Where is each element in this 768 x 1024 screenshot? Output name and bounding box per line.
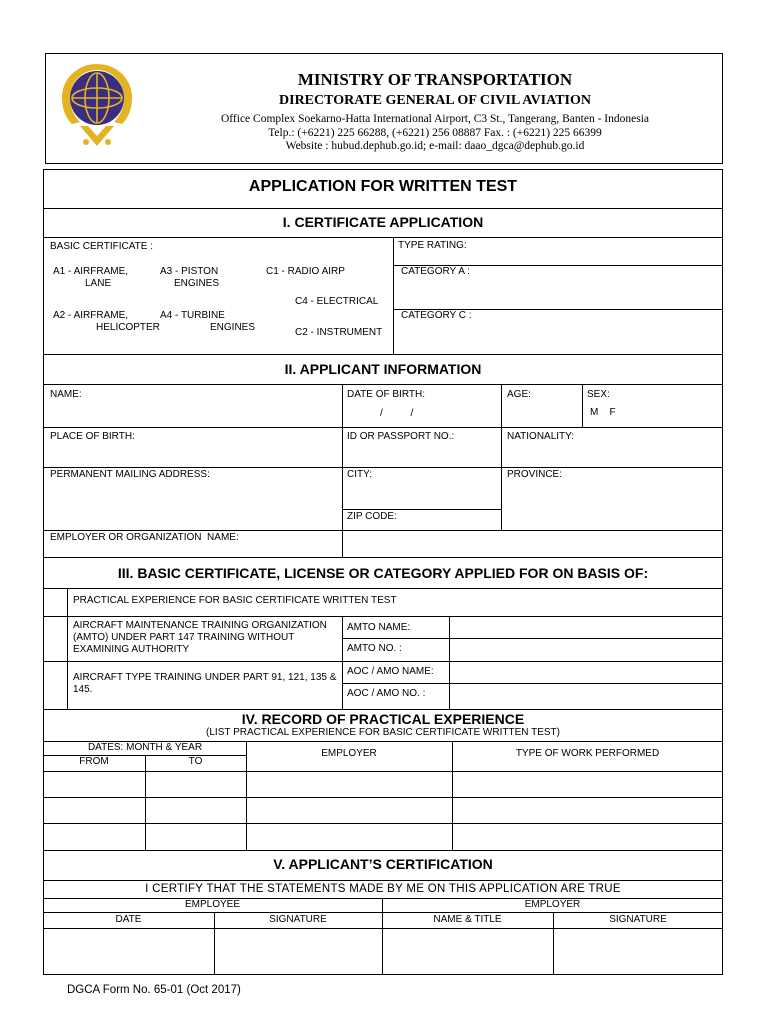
type-of-work-header: TYPE OF WORK PERFORMED xyxy=(515,748,660,759)
section4-subtitle: (LIST PRACTICAL EXPERIENCE FOR BASIC CERTIFICATE WRITTEN TEST) xyxy=(206,727,560,738)
checkbox-a3[interactable]: A3 - PISTON ENGINES xyxy=(160,266,220,289)
ministry-logo xyxy=(56,60,138,152)
section2-title: II. APPLICANT INFORMATION xyxy=(284,361,482,377)
amto-option: AIRCRAFT MAINTENANCE TRAINING ORGANIZATION (AMTO) UNDER PART 147 TRAINING WITHOUT EXAMINING AUTHORITY xyxy=(73,620,327,655)
aoc-name-field[interactable]: AOC / AMO NAME: xyxy=(347,666,434,677)
directorate-title: DIRECTORATE GENERAL OF CIVIL AVIATION xyxy=(279,93,591,108)
amto-checkbox[interactable] xyxy=(43,617,68,662)
sex-field[interactable]: SEX: xyxy=(587,389,610,400)
to-header: TO xyxy=(188,756,203,767)
certification-statement: I CERTIFY THAT THE STATEMENTS MADE BY ME ON THIS APPLICATION ARE TRUE xyxy=(145,883,621,895)
experience-row-1[interactable] xyxy=(43,772,723,797)
form-title: APPLICATION FOR WRITTEN TEST xyxy=(248,178,518,195)
aoc-no-field[interactable]: AOC / AMO NO. : xyxy=(347,688,426,699)
mailing-address-field[interactable]: PERMANENT MAILING ADDRESS: xyxy=(50,469,210,480)
id-passport-field[interactable]: ID OR PASSPORT NO.: xyxy=(347,431,455,442)
checkbox-c2[interactable]: C2 - INSTRUMENT xyxy=(295,327,383,338)
employee-header: EMPLOYEE xyxy=(184,899,241,910)
place-of-birth-field[interactable]: PLACE OF BIRTH: xyxy=(50,431,135,442)
employer-signature-field[interactable] xyxy=(554,929,722,974)
form-number: DGCA Form No. 65-01 (Oct 2017) xyxy=(67,984,241,996)
employee-signature-header: SIGNATURE xyxy=(269,914,327,925)
phone-line: Telp.: (+6221) 225 66288, (+6221) 256 08887 Fax. : (+6221) 225 66399 xyxy=(268,127,602,139)
dob-field[interactable]: DATE OF BIRTH: xyxy=(347,389,425,400)
employer-header: EMPLOYER xyxy=(321,748,377,759)
experience-row-2[interactable] xyxy=(43,798,723,823)
city-field[interactable]: CITY: xyxy=(347,469,373,480)
from-header: FROM xyxy=(79,756,109,767)
amto-name-field[interactable]: AMTO NAME: xyxy=(347,622,411,633)
office-address: Office Complex Soekarno-Hatta International Airport, C3 St., Tangerang, Banten - Indonesia xyxy=(221,113,649,125)
section5-title: V. APPLICANT’S CERTIFICATION xyxy=(273,856,493,872)
sex-options[interactable]: M F xyxy=(590,407,616,418)
dates-header: DATES: MONTH & YEAR xyxy=(87,742,203,753)
name-field[interactable]: NAME: xyxy=(50,389,82,400)
checkbox-a4[interactable]: A4 - TURBINE ENGINES xyxy=(160,310,256,333)
category-c-field[interactable]: CATEGORY C : xyxy=(401,310,472,321)
website-line: Website : hubud.dephub.go.id; e-mail: daao_dgca@dephub.go.id xyxy=(285,140,585,152)
checkbox-c4[interactable]: C4 - ELECTRICAL xyxy=(295,296,379,307)
practical-experience-option: PRACTICAL EXPERIENCE FOR BASIC CERTIFICATE WRITTEN TEST xyxy=(73,595,397,606)
employer-sign-header: EMPLOYER xyxy=(524,899,581,910)
section1-title: I. CERTIFICATE APPLICATION xyxy=(282,214,484,230)
age-field[interactable]: AGE: xyxy=(507,389,531,400)
nationality-field[interactable]: NATIONALITY: xyxy=(507,431,575,442)
category-a-field[interactable]: CATEGORY A : xyxy=(401,266,470,277)
checkbox-a2[interactable]: A2 - AIRFRAME, HELICOPTER xyxy=(53,310,160,333)
basic-certificate-label: BASIC CERTIFICATE : xyxy=(50,241,153,252)
employer-org-field[interactable]: EMPLOYER OR ORGANIZATION NAME: xyxy=(50,532,239,543)
section4-title: IV. RECORD OF PRACTICAL EXPERIENCE xyxy=(241,711,525,727)
employee-signature-field[interactable] xyxy=(215,929,382,974)
checkbox-c1[interactable]: C1 - RADIO AIRP xyxy=(266,266,345,277)
ministry-title: MINISTRY OF TRANSPORTATION xyxy=(297,70,573,89)
type-rating-field[interactable]: TYPE RATING: xyxy=(398,240,467,251)
employer-signature-header: SIGNATURE xyxy=(609,914,667,925)
employee-date-field[interactable] xyxy=(44,929,214,974)
checkbox-a1[interactable]: A1 - AIRFRAME, LANE xyxy=(53,266,129,289)
name-title-header: NAME & TITLE xyxy=(433,914,502,925)
type-training-option: AIRCRAFT TYPE TRAINING UNDER PART 91, 121, 135 & 145. xyxy=(73,672,337,695)
practical-checkbox[interactable] xyxy=(43,588,68,617)
date-header: DATE xyxy=(115,914,142,925)
type-training-checkbox[interactable] xyxy=(43,662,68,710)
experience-row-3[interactable] xyxy=(43,824,723,850)
section3-title: III. BASIC CERTIFICATE, LICENSE OR CATEGORY APPLIED FOR ON BASIS OF: xyxy=(117,565,649,581)
amto-no-field[interactable]: AMTO NO. : xyxy=(347,643,402,654)
zip-code-field[interactable]: ZIP CODE: xyxy=(347,511,397,522)
employer-name-title-field[interactable] xyxy=(383,929,553,974)
dob-separators: / / xyxy=(380,408,414,419)
province-field[interactable]: PROVINCE: xyxy=(507,469,563,480)
